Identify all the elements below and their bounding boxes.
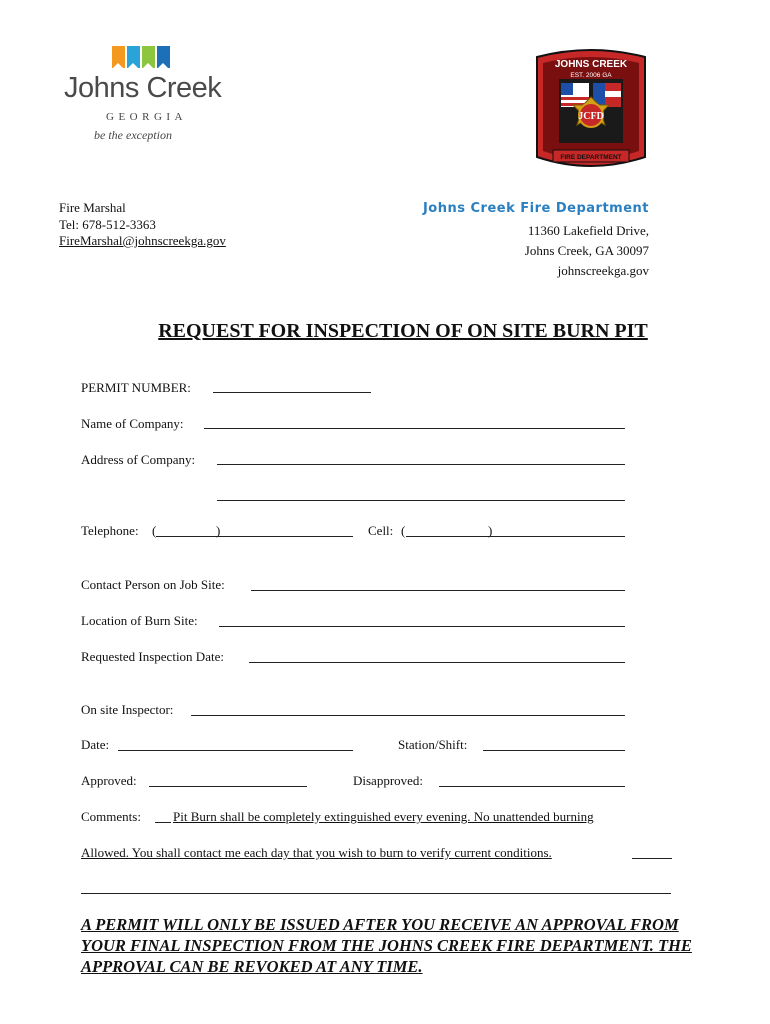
burn-location-field[interactable] bbox=[219, 626, 625, 627]
disapproved-label: Disapproved: bbox=[353, 773, 424, 788]
approved-field[interactable] bbox=[149, 786, 307, 787]
station-shift-field[interactable] bbox=[483, 750, 625, 751]
company-name-label: Name of Company: bbox=[81, 416, 184, 431]
company-address-label: Address of Company: bbox=[81, 452, 196, 467]
logo-flag-orange bbox=[112, 46, 125, 68]
date-label: Date: bbox=[81, 737, 110, 752]
inspection-date-label: Requested Inspection Date: bbox=[81, 649, 224, 664]
comment-line-2-tail bbox=[632, 858, 672, 859]
address-line-1: 11360 Lakefield Drive, bbox=[527, 223, 649, 238]
permit-number-field[interactable] bbox=[213, 392, 371, 393]
approved-label: Approved: bbox=[81, 773, 137, 788]
fire-department-patch bbox=[531, 47, 651, 172]
logo-state: GEORGIA bbox=[106, 111, 187, 123]
johns-creek-logo bbox=[64, 40, 222, 145]
form-title: REQUEST FOR INSPECTION OF ON SITE BURN PIT bbox=[158, 320, 648, 342]
telephone-label: Telephone: bbox=[81, 523, 139, 538]
department-address bbox=[525, 221, 649, 281]
logo-name: Johns Creek bbox=[64, 72, 222, 104]
approval-warning: A PERMIT WILL ONLY BE ISSUED AFTER YOU RECEIVE AN APPROVAL FROM YOUR FINAL INSPECTION FROM THE JOHNS CREEK FIRE DEPARTMENT. THE APPROVAL CAN BE REVOKED AT ANY TIME. bbox=[81, 915, 692, 976]
address-line-2: Johns Creek, GA 30097 bbox=[524, 243, 649, 258]
department-name: Johns Creek Fire Department bbox=[422, 201, 649, 216]
burn-location-label: Location of Burn Site: bbox=[81, 613, 198, 628]
contact-person-field[interactable] bbox=[251, 590, 625, 591]
comments-lead-line bbox=[155, 822, 171, 823]
company-address-field-2[interactable] bbox=[217, 500, 625, 501]
contact-person-label: Contact Person on Job Site: bbox=[81, 577, 225, 592]
logo-flag-blue bbox=[127, 46, 140, 68]
department-website: johnscreekga.gov bbox=[557, 263, 649, 278]
fire-patch-icon bbox=[531, 47, 651, 172]
telephone-open-paren: ( bbox=[152, 523, 157, 538]
cell-open-paren: ( bbox=[401, 523, 406, 538]
svg-text:JCFD: JCFD bbox=[578, 111, 604, 122]
date-field[interactable] bbox=[118, 750, 353, 751]
logo-tagline: be the exception bbox=[94, 128, 172, 142]
inspector-label: On site Inspector: bbox=[81, 702, 174, 717]
company-name-field[interactable] bbox=[204, 428, 625, 429]
comment-blank-line[interactable] bbox=[81, 893, 671, 894]
contact-email-link[interactable]: FireMarshal@johnscreekga.gov bbox=[59, 233, 226, 248]
cell-label: Cell: bbox=[368, 523, 394, 538]
comment-line-1: Pit Burn shall be completely extinguished every evening. No unattended burning bbox=[173, 809, 594, 824]
logo-flag-green bbox=[142, 46, 155, 68]
logo-flag-navy bbox=[157, 46, 170, 68]
cell-field[interactable] bbox=[406, 536, 625, 537]
telephone-field[interactable] bbox=[156, 536, 353, 537]
disapproved-field[interactable] bbox=[439, 786, 625, 787]
svg-text:FIRE DEPARTMENT: FIRE DEPARTMENT bbox=[560, 154, 622, 161]
fire-marshal-contact bbox=[59, 200, 226, 250]
svg-text:EST. 2006 GA: EST. 2006 GA bbox=[570, 72, 612, 79]
contact-phone: Tel: 678-512-3363 bbox=[59, 216, 156, 232]
telephone-close-paren: ) bbox=[216, 523, 221, 538]
contact-title: Fire Marshal bbox=[59, 200, 126, 215]
comment-line-2: Allowed. You shall contact me each day that you wish to burn to verify current conditions. bbox=[81, 845, 552, 860]
cell-close-paren: ) bbox=[488, 523, 493, 538]
svg-text:JOHNS CREEK: JOHNS CREEK bbox=[554, 59, 628, 70]
permit-number-label: PERMIT NUMBER: bbox=[81, 380, 191, 395]
comments-label: Comments: bbox=[81, 809, 141, 824]
inspector-field[interactable] bbox=[191, 715, 625, 716]
inspection-date-field[interactable] bbox=[249, 662, 625, 663]
station-shift-label: Station/Shift: bbox=[398, 737, 468, 752]
company-address-field-1[interactable] bbox=[217, 464, 625, 465]
